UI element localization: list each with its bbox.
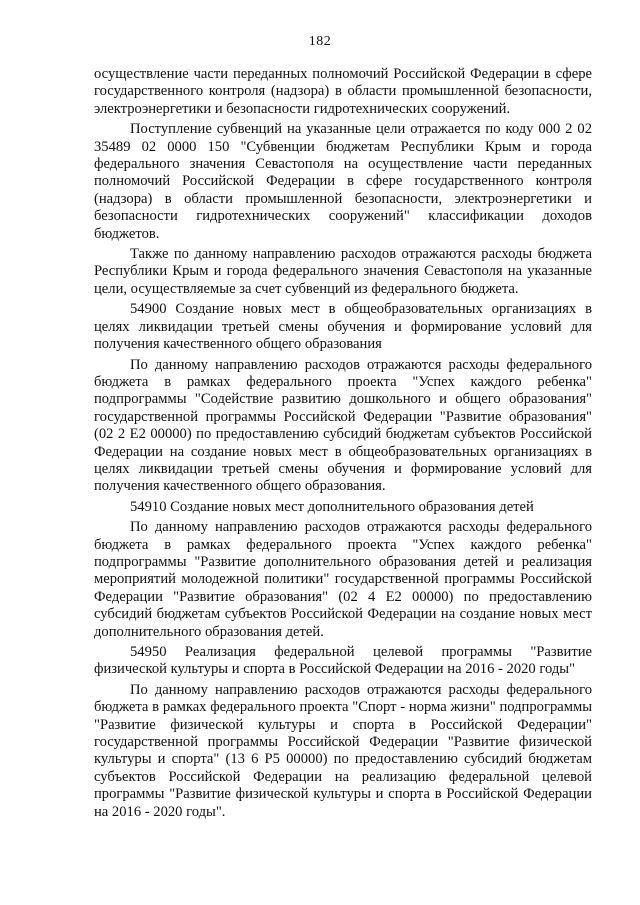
- heading-54950: 54950 Реализация федеральной целевой программы "Развитие физической культуры и спорта в Российской Федерации на 2016 - 2020 годы": [94, 644, 592, 678]
- heading-54910: 54910 Создание новых мест дополнительного образования детей: [130, 498, 534, 515]
- document-body: [94, 66, 592, 824]
- page-number: 182: [308, 34, 332, 49]
- paragraph-54910-description: По данному направлению расходов отражаются расходы федерального бюджета в рамках федерального проекта "Успех каждого ребенка" подпрограммы "Развитие дополнительного образования детей и реализация мероприятий молодежной политики" государственной программы Российской Федерации "Развитие образования" (02 4 Е2 00000) по предоставлению субсидий бюджетам субъектов Российской Федерации на создание новых мест дополнительного образования детей.: [94, 519, 592, 640]
- paragraph-54950-description: По данному направлению расходов отражаются расходы федерального бюджета в рамках федерального проекта "Спорт - норма жизни" подпрограммы "Развитие физической культуры и спорта в Российской Федерации" государственной программы Российской Федерации "Развитие физической культуры и спорта" (13 6 Р5 00000) по предоставлению субсидий бюджетам субъектов Российской Федерации на реализацию федеральной целевой программы "Развитие физической культуры и спорта в Российской Федерации на 2016 - 2020 годы".: [94, 681, 592, 820]
- paragraph-crimea-expenses: Также по данному направлению расходов отражаются расходы бюджета Республики Крым и города федерального значения Севастополя на указанные цели, осуществляемые за счет субвенций из федерального бюджета.: [94, 246, 592, 297]
- heading-54900: 54900 Создание новых мест в общеобразовательных организациях в целях ликвидации третьей смены обучения и формирование условий для получения качественного общего образования: [94, 301, 592, 353]
- paragraph-continuation: осуществление части переданных полномочий Российской Федерации в сфере государственного контроля (надзора) в области промышленной безопасности, электроэнергетики и безопасности гидротехнических сооружений.: [94, 66, 592, 117]
- paragraph-54900-description: По данному направлению расходов отражаются расходы федерального бюджета в рамках федерального проекта "Успех каждого ребенка" подпрограммы "Содействие развитию дошкольного и общего образования" государственной программы Российской Федерации "Развитие образования" (02 2 Е2 00000) по предоставлению субсидий бюджетам субъектов Российской Федерации на создание новых мест в общеобразовательных организациях в целях ликвидации третьей смены обучения и формирование условий для получения качественного общего образования.: [94, 356, 592, 495]
- paragraph-subvention-receipt: Поступление субвенций на указанные цели отражается по коду 000 2 02 35489 02 0000 150 "Субвенции бюджетам Республики Крым и города федерального значения Севастополя на осуществление части переданных полномочий Российской Федерации в сфере государственного контроля (надзора) в области промышленной безопасности, электроэнергетики и безопасности гидротехнических сооружений" классификации доходов бюджетов.: [94, 121, 592, 242]
